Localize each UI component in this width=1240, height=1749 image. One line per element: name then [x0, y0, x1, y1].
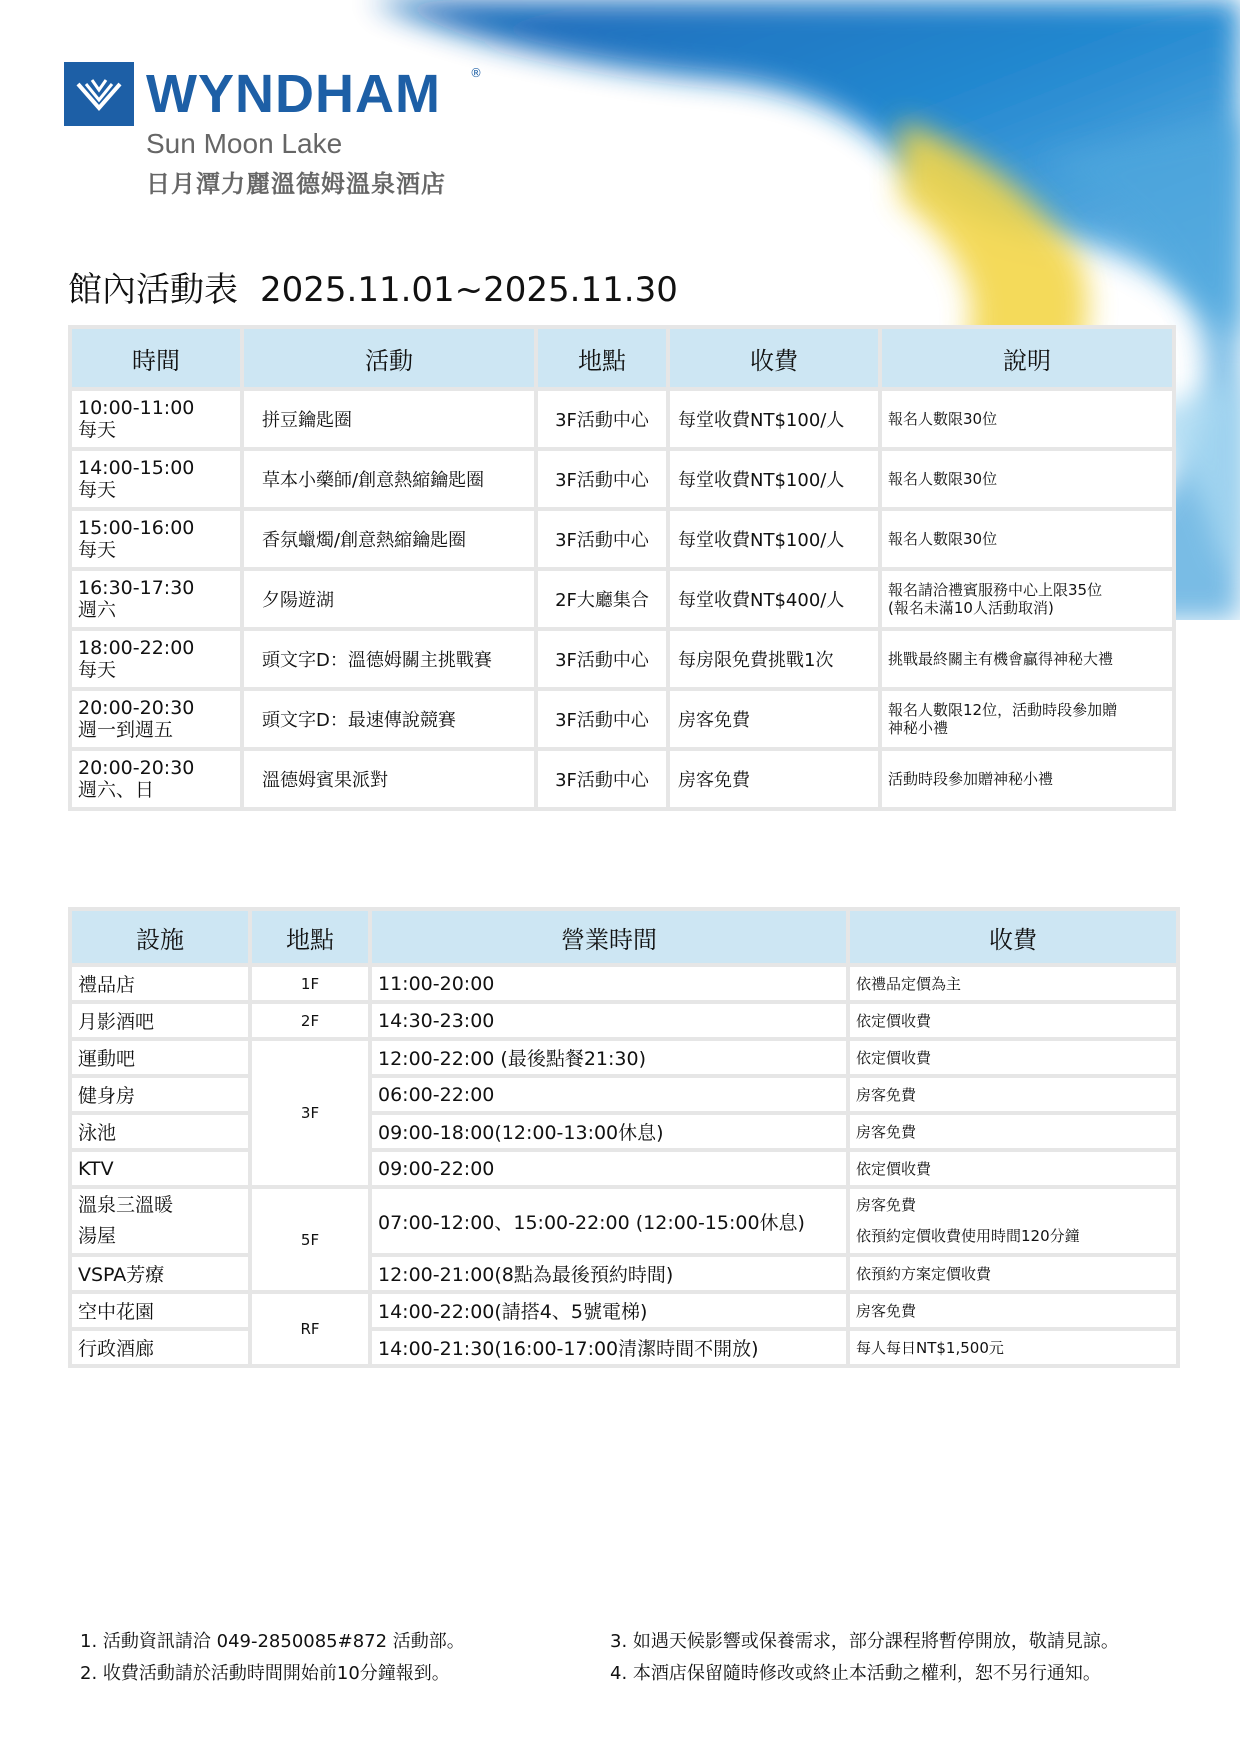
- table-row: [72, 1041, 1176, 1074]
- facility-fee: 每人每日NT$1,500元: [850, 1331, 1176, 1364]
- note-line: 報名人數限30位: [888, 530, 998, 548]
- table-row: [72, 451, 1172, 507]
- time-days: 週六: [78, 599, 117, 621]
- note-line: 報名請洽禮賓服務中心上限35位: [888, 581, 1103, 599]
- time-cell: [72, 631, 240, 687]
- facility-fee: 依定價收費: [850, 1004, 1176, 1037]
- note-cell: [882, 691, 1172, 747]
- facility-hours: 12:00-22:00 (最後點餐21:30): [372, 1041, 846, 1074]
- facility-name: KTV: [72, 1152, 248, 1185]
- facility-hours: 11:00-20:00: [372, 967, 846, 1000]
- time-range: 20:00-20:30: [78, 697, 195, 719]
- table-row: [72, 1078, 1176, 1111]
- registered-mark: ®: [470, 66, 482, 80]
- table-row: [72, 1115, 1176, 1148]
- fee-cell: 每堂收費NT$100/人: [670, 451, 878, 507]
- facility-name-line: 溫泉三溫暖: [78, 1194, 174, 1216]
- time-cell: [72, 691, 240, 747]
- facility-fee: 房客免費: [850, 1078, 1176, 1111]
- footnote: 4. 本酒店保留隨時修改或終止本活動之權利，恕不另行通知。: [610, 1663, 1101, 1684]
- facility-name: 禮品店: [72, 967, 248, 1000]
- time-days: 每天: [78, 479, 117, 501]
- activity-cell: 溫德姆賓果派對: [244, 751, 534, 807]
- location-cell: 3F活動中心: [538, 631, 666, 687]
- time-days: 每天: [78, 539, 117, 561]
- facility-floor: 1F: [252, 967, 368, 1000]
- time-days: 每天: [78, 419, 117, 441]
- facility-name-line: 湯屋: [78, 1225, 117, 1247]
- date-range: 2025.11.01~2025.11.30: [260, 270, 678, 310]
- location-cell: 2F大廳集合: [538, 571, 666, 627]
- facility-fee: 依定價收費: [850, 1152, 1176, 1185]
- table-row: [72, 1331, 1176, 1364]
- activity-cell: 香氛蠟燭/創意熱縮鑰匙圈: [244, 511, 534, 567]
- header-hours: 營業時間: [372, 911, 846, 963]
- location-cell: 3F活動中心: [538, 691, 666, 747]
- header-facility: 設施: [72, 911, 248, 963]
- activity-cell: 夕陽遊湖: [244, 571, 534, 627]
- facility-hours: 09:00-18:00(12:00-13:00休息): [372, 1115, 846, 1148]
- table-header-row: [72, 911, 1176, 963]
- table-row: [72, 967, 1176, 1000]
- footnotes-right: [610, 1626, 1119, 1690]
- note-cell: [882, 511, 1172, 567]
- facility-fee: 依定價收費: [850, 1041, 1176, 1074]
- note-cell: [882, 751, 1172, 807]
- table-row: [72, 691, 1172, 747]
- note-line: 神秘小禮: [888, 719, 949, 737]
- footnote: 2. 收費活動請於活動時間開始前10分鐘報到。: [80, 1663, 450, 1684]
- facility-name: 空中花園: [72, 1294, 248, 1327]
- table-row: [72, 1004, 1176, 1037]
- activity-cell: 草本小藥師/創意熱縮鑰匙圈: [244, 451, 534, 507]
- footnotes-left: [80, 1626, 465, 1690]
- note-cell: [882, 571, 1172, 627]
- table-row: [72, 571, 1172, 627]
- header-time: 時間: [72, 329, 240, 387]
- table-row: [72, 751, 1172, 807]
- header-note: 說明: [882, 329, 1172, 387]
- facility-floor: 5F: [252, 1189, 368, 1290]
- table-row: [72, 511, 1172, 567]
- fee-cell: 房客免費: [670, 751, 878, 807]
- header-charge: 收費: [850, 911, 1176, 963]
- time-range: 16:30-17:30: [78, 577, 195, 599]
- time-range: 14:00-15:00: [78, 457, 195, 479]
- activity-cell: 拼豆鑰匙圈: [244, 391, 534, 447]
- activity-cell: 頭文字D：最速傳說競賽: [244, 691, 534, 747]
- time-days: 每天: [78, 659, 117, 681]
- facility-hours: 12:00-21:00(8點為最後預約時間): [372, 1257, 846, 1290]
- facility-name: VSPA芳療: [72, 1257, 248, 1290]
- facility-fee: 房客免費: [850, 1294, 1176, 1327]
- footnote: 1. 活動資訊請洽 049-2850085#872 活動部。: [80, 1631, 465, 1652]
- location-cell: 3F活動中心: [538, 511, 666, 567]
- note-cell: [882, 391, 1172, 447]
- time-range: 15:00-16:00: [78, 517, 195, 539]
- fee-cell: 每堂收費NT$100/人: [670, 391, 878, 447]
- facility-name: 健身房: [72, 1078, 248, 1111]
- page-title: [68, 262, 678, 311]
- note-cell: [882, 451, 1172, 507]
- time-cell: [72, 571, 240, 627]
- facility-fee: 依預約方案定價收費: [850, 1257, 1176, 1290]
- facility-floor: 3F: [252, 1041, 368, 1185]
- note-line: 報名人數限30位: [888, 410, 998, 428]
- table-row: [72, 631, 1172, 687]
- time-cell: [72, 391, 240, 447]
- fee-cell: 房客免費: [670, 691, 878, 747]
- table-row: [72, 391, 1172, 447]
- facility-fee-line: 房客免費: [856, 1196, 917, 1214]
- note-line: 報名人數限30位: [888, 470, 998, 488]
- location-cell: 3F活動中心: [538, 391, 666, 447]
- header-activity: 活動: [244, 329, 534, 387]
- facility-hours: 14:00-21:30(16:00-17:00清潔時間不開放): [372, 1331, 846, 1364]
- facility-name: 月影酒吧: [72, 1004, 248, 1037]
- note-cell: [882, 631, 1172, 687]
- time-cell: [72, 751, 240, 807]
- note-line: 活動時段參加贈神秘小禮: [888, 770, 1054, 788]
- facility-hours: 06:00-22:00: [372, 1078, 846, 1111]
- brand-name: WYNDHAM: [146, 64, 441, 124]
- facility-hours: 07:00-12:00、15:00-22:00 (12:00-15:00休息): [372, 1189, 846, 1253]
- facility-hours: 09:00-22:00: [372, 1152, 846, 1185]
- facility-floor: RF: [252, 1294, 368, 1364]
- facility-name: 行政酒廊: [72, 1331, 248, 1364]
- time-range: 10:00-11:00: [78, 397, 195, 419]
- note-line: 挑戰最終關主有機會贏得神秘大禮: [888, 650, 1114, 668]
- title-text: 館內活動表: [68, 270, 238, 310]
- header-fee: 收費: [670, 329, 878, 387]
- activities-table: [68, 325, 1176, 811]
- time-cell: [72, 451, 240, 507]
- wyndham-logo-icon: [64, 62, 134, 126]
- table-row: [72, 1152, 1176, 1185]
- facility-name: [72, 1189, 248, 1253]
- activity-cell: 頭文字D：溫德姆關主挑戰賽: [244, 631, 534, 687]
- header-location: 地點: [538, 329, 666, 387]
- fee-cell: 每房限免費挑戰1次: [670, 631, 878, 687]
- facility-name: 運動吧: [72, 1041, 248, 1074]
- note-line: (報名未滿10人活動取消): [888, 599, 1054, 617]
- location-cell: 3F活動中心: [538, 751, 666, 807]
- facility-name: 泳池: [72, 1115, 248, 1148]
- time-days: 週六、日: [78, 779, 155, 801]
- brand-location-en: Sun Moon Lake: [146, 128, 343, 159]
- footnote: 3. 如遇天候影響或保養需求，部分課程將暫停開放，敬請見諒。: [610, 1631, 1119, 1652]
- table-row: [72, 1294, 1176, 1327]
- facility-fee: [850, 1189, 1176, 1253]
- note-line: 報名人數限12位，活動時段參加贈: [888, 701, 1118, 719]
- facility-fee-line: 依預約定價收費使用時間120分鐘: [856, 1227, 1080, 1245]
- header-floor: 地點: [252, 911, 368, 963]
- time-cell: [72, 511, 240, 567]
- time-range: 18:00-22:00: [78, 637, 195, 659]
- facility-hours: 14:30-23:00: [372, 1004, 846, 1037]
- time-range: 20:00-20:30: [78, 757, 195, 779]
- facility-floor: 2F: [252, 1004, 368, 1037]
- fee-cell: 每堂收費NT$400/人: [670, 571, 878, 627]
- time-days: 週一到週五: [78, 719, 174, 741]
- table-row: [72, 1189, 1176, 1253]
- brand-hotel-zh: 日月潭力麗溫德姆溫泉酒店: [146, 170, 446, 198]
- facility-fee: 依禮品定價為主: [850, 967, 1176, 1000]
- facility-fee: 房客免費: [850, 1115, 1176, 1148]
- table-header-row: [72, 329, 1172, 387]
- table-row: [72, 1257, 1176, 1290]
- fee-cell: 每堂收費NT$100/人: [670, 511, 878, 567]
- facility-hours: 14:00-22:00(請搭4、5號電梯): [372, 1294, 846, 1327]
- facilities-table: [68, 907, 1180, 1368]
- location-cell: 3F活動中心: [538, 451, 666, 507]
